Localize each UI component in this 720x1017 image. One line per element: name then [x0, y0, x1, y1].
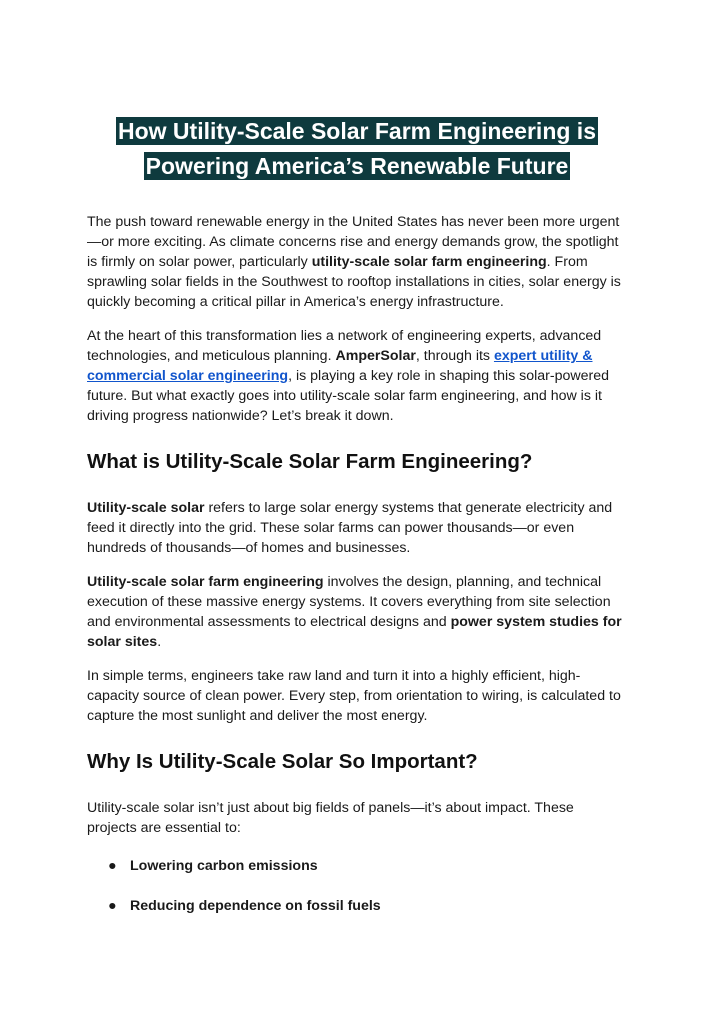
company-name: AmperSolar — [335, 348, 416, 364]
section2-paragraph-1: Utility-scale solar isn’t just about big fields of panels—it’s about impact. These projects are essential to: — [87, 800, 574, 836]
intro-paragraph-1 — [87, 212, 627, 312]
section-heading-why-important: Why Is Utility-Scale Solar So Important? — [87, 750, 478, 773]
bullet-icon: ● — [108, 858, 117, 874]
list-item — [87, 896, 627, 916]
s1-p2-bold-2: power system studies for solar sites — [87, 614, 622, 650]
expert-engineering-link[interactable]: expert utility & commercial solar engineering — [87, 348, 593, 384]
s1-p2-text-c: . — [157, 634, 162, 650]
intro-p2-text-a: At the heart of this transformation lies a network of engineering experts, advanced technologies, and meticulous planning. — [87, 328, 602, 364]
title-line-2: Powering America’s Renewable Future — [145, 153, 569, 179]
s1-p1-bold: Utility-scale solar — [87, 500, 205, 516]
s1-p2-bold: Utility-scale solar farm engineering — [87, 574, 324, 590]
list-item — [87, 856, 627, 876]
intro-p2-text-c: , through its — [415, 348, 494, 364]
section-heading-what-is: What is Utility-Scale Solar Farm Engineering? — [87, 450, 533, 473]
bullet-icon: ● — [108, 898, 117, 914]
section1-paragraph-1 — [87, 498, 627, 558]
intro-p2-text-d: , is playing a key role in shaping this solar-powered future. But what exactly goes into utility-scale solar farm engineering, and how is it driving progress nationwide? Let’s break it down. — [87, 368, 610, 424]
document-page — [87, 114, 627, 936]
page-title — [75, 114, 639, 184]
intro-p1-text-c: . From sprawling solar fields in the Southwest to rooftop installations in cities, solar energy is quickly becoming a critical pillar in America’s energy infrastructure. — [87, 254, 621, 310]
importance-list — [87, 856, 627, 916]
title-line-1: How Utility-Scale Solar Farm Engineering is — [117, 118, 596, 144]
s1-p1-text: refers to large solar energy systems that generate electricity and feed it directly into the grid. These solar farms can power thousands—or even hundreds of thousands—of homes and businesses. — [87, 500, 613, 556]
s1-p2-text-a: involves the design, planning, and technical execution of these massive energy systems. It covers everything from site selection and environmental assessments to electrical designs and — [87, 574, 611, 630]
intro-p1-text-a: The push toward renewable energy in the United States has never been more urgent—or more exciting. As climate concerns rise and energy demands grow, the spotlight is firmly on solar power, particularly — [87, 214, 620, 270]
section1-paragraph-3: In simple terms, engineers take raw land and turn it into a highly efficient, high-capacity source of clean power. Every step, from orientation to wiring, is calculated to capture the most sunlight and deliver the most energy. — [87, 668, 621, 724]
intro-paragraph-2 — [87, 326, 627, 426]
intro-p1-bold: utility-scale solar farm engineering — [311, 254, 547, 270]
section1-paragraph-2 — [87, 572, 627, 652]
list-item-text: Reducing dependence on fossil fuels — [130, 898, 381, 914]
list-item-text: Lowering carbon emissions — [130, 858, 318, 874]
